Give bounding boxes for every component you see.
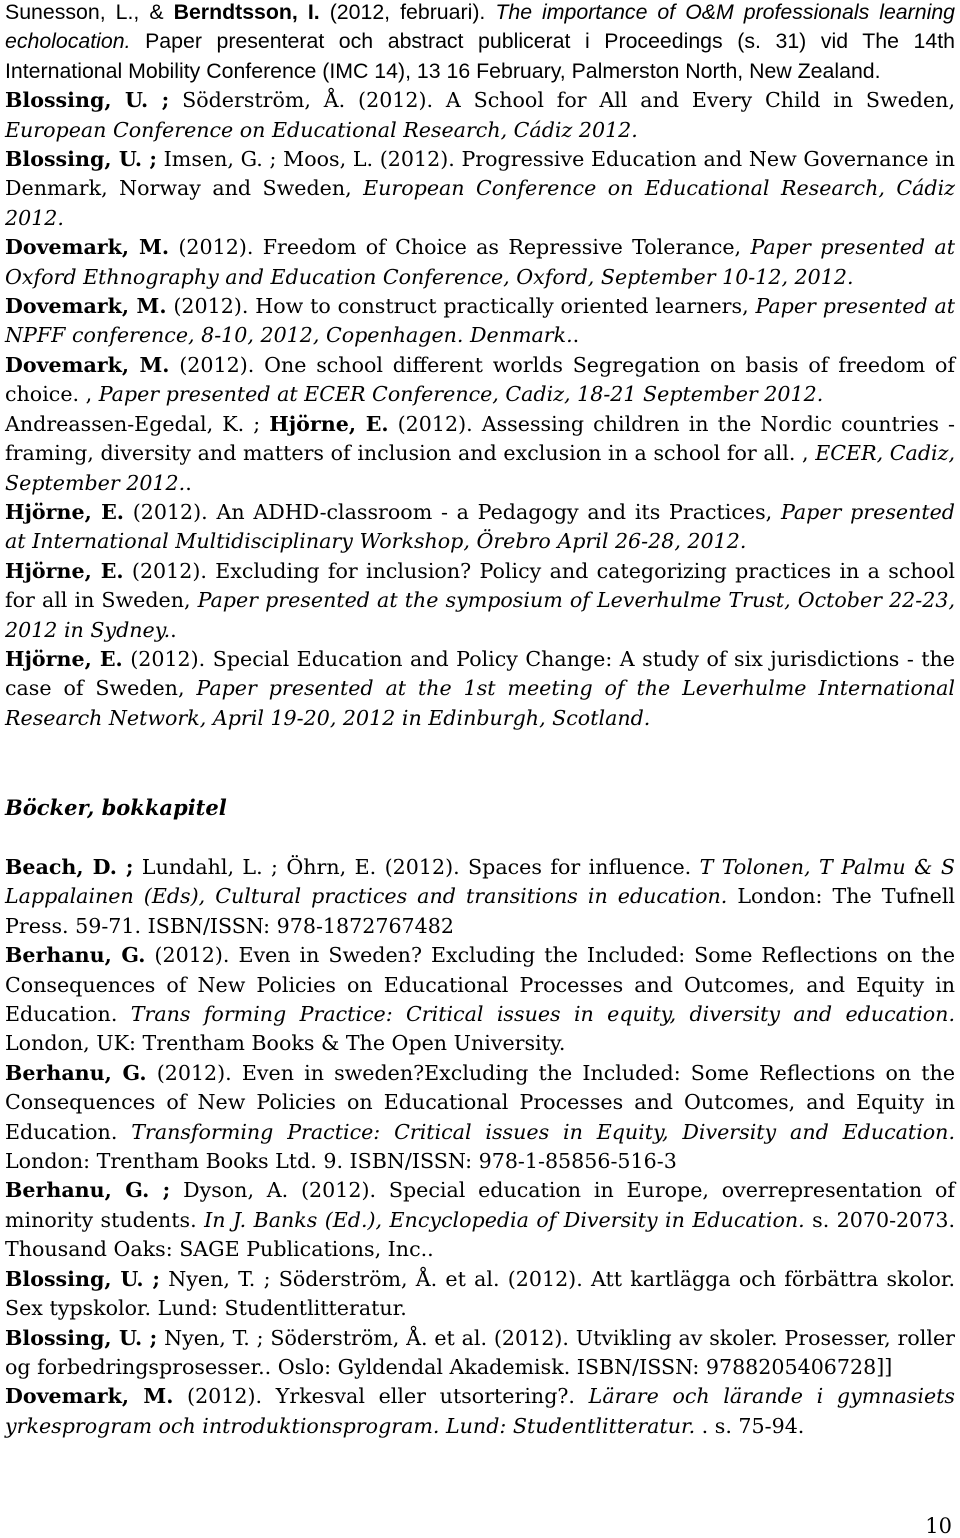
reference-entry [5, 351, 955, 410]
reference-details: (2012). Even in Sweden? Excluding the Included: Some Reflections on the Consequences of New Policies on Educational Processes and Outcomes, and Equity in Education. [5, 943, 956, 1027]
reference-authors-highlighted: Hjörne, E. [5, 646, 123, 671]
reference-authors-highlighted: Blossing, U. ; [5, 88, 170, 113]
reference-entry [5, 941, 955, 1059]
reference-entry [5, 853, 955, 941]
reference-entry [5, 1176, 955, 1264]
reference-authors-highlighted: Hjörne, E. [5, 499, 124, 524]
reference-authors-highlighted: Dovemark, M. [5, 352, 170, 377]
reference-authors-highlighted: Berhanu, G. ; [5, 1178, 171, 1203]
section-heading: Böcker, bokkapitel [5, 795, 227, 820]
reference-entry [5, 410, 955, 498]
reference-publication: London, UK: Trentham Books & The Open University. [5, 1031, 566, 1056]
reference-details: (2012). Special Education and Policy Change: A study of six jurisdictions - the case of Sweden, [5, 646, 955, 701]
reference-authors-highlighted: Dovemark, M. [5, 1384, 174, 1409]
reference-details: (2012). A School for All and Every Child in Sweden, [345, 88, 955, 113]
reference-title: European Conference on Educational Research, Cádiz 2012. [5, 176, 956, 230]
reference-details: (2012, februari). [319, 0, 496, 24]
reference-details: (2012). How to construct practically oriented learners, [166, 294, 756, 319]
reference-authors: Nyen, T. ; Söderström, Å. et al. [157, 1325, 488, 1350]
reference-details: (2012). Freedom of Choice as Repressive Tolerance, [169, 235, 751, 260]
reference-details: (2012). Progressive Education and New Governance in Denmark, Norway and Sweden, [5, 147, 955, 201]
reference-authors-highlighted: Dovemark, M. [5, 235, 170, 260]
reference-authors: Lundahl, L. ; Öhrn, E. [133, 855, 377, 879]
reference-title: Paper presented at NPFF conference, 8-10, 2012, Copenhagen. Denmark. [5, 294, 956, 348]
reference-entry [5, 1265, 955, 1324]
reference-authors-highlighted: Blossing, U. ; [5, 1266, 161, 1291]
reference-authors: Sunesson, L., & [5, 0, 174, 24]
reference-details: (2012). Yrkesval eller utsortering?. [173, 1384, 589, 1409]
reference-details: (2012). Assessing children in the Nordic countries - framing, diversity and matters of inclusion and exclusion in a school for all. , [5, 411, 956, 466]
reference-details: (2012). Special education in Europe, overrepresentation of minority students. [5, 1178, 955, 1232]
reference-publication: . [572, 323, 580, 348]
reference-authors-highlighted: Dovemark, M. [5, 294, 167, 319]
reference-authors-highlighted: Beach, D. ; [5, 855, 134, 879]
reference-publication: London: The Tufnell Press. 59-71. ISBN/ISSN: 978-1872767482 [5, 884, 955, 938]
reference-title: The importance of O&M professionals learning echolocation. [5, 0, 956, 54]
reference-entry [5, 292, 955, 351]
reference-authors: Dyson, A. [170, 1178, 289, 1203]
reference-authors-highlighted: Berhanu, G. [5, 943, 146, 968]
reference-details: (2012). Utvikling av skoler. Prosesser, roller og forbedringsprosesser.. Oslo: Gyldendal Akademisk. ISBN/ISSN: 9788205406728]] [5, 1325, 956, 1379]
reference-publication: . [185, 470, 192, 495]
reference-title: European Conference on Educational Research, Cádiz 2012. [5, 117, 638, 142]
reference-authors-highlighted: Blossing, U. ; [5, 1325, 158, 1350]
reference-publication: . s. 75-94. [695, 1413, 805, 1438]
reference-publication: Paper presenterat och abstract publicerat i Proceedings (s. 31) vid The 14th International Mobility Conference (IMC 14), 13 16 February, Palmerston North, New Zealand. [5, 29, 955, 83]
reference-entry [5, 498, 955, 557]
reference-authors-highlighted: Hjörne, E. [269, 411, 389, 436]
reference-title: Paper presented at the 1st meeting of the Leverhulme International Research Network, April 19-20, 2012 in Edinburgh, Scotland. [5, 676, 955, 730]
reference-details: (2012). One school different worlds Segregation on basis of freedom of choice. , [5, 352, 955, 407]
reference-list-conference [5, 0, 955, 733]
reference-authors-highlighted: Berhanu, G. [5, 1060, 147, 1085]
reference-title: Lärare och lärande i gymnasiets yrkesprogram och introduktionsprogram. Lund: Studentlitteratur. [5, 1384, 955, 1438]
reference-title: Trans forming Practice: Critical issues in equity, diversity and education. [130, 1002, 955, 1027]
reference-entry [5, 557, 955, 645]
reference-publication: s. 2070-2073. Thousand Oaks: SAGE Publications, Inc.. [5, 1207, 955, 1262]
reference-entry [5, 1059, 955, 1177]
reference-details: (2012). Att kartlägga och förbättra skolor. Sex typskolor. Lund: Studentlitteratur. [5, 1266, 956, 1321]
reference-details: (2012). An ADHD-classroom - a Pedagogy and its Practices, [123, 499, 781, 524]
reference-entry [5, 86, 955, 145]
reference-list-books [5, 853, 955, 1441]
reference-title: ECER, Cadiz, September 2012. [5, 441, 955, 495]
reference-title: Paper presented at International Multidisciplinary Workshop, Örebro April 26-28, 2012. [5, 499, 955, 554]
reference-authors: Nyen, T. ; Söderström, Å. et al. [160, 1266, 500, 1291]
reference-title: Paper presented at Oxford Ethnography and Education Conference, Oxford, September 10-12, 2012. [5, 235, 955, 289]
reference-details: (2012). Even in sweden?Excluding the Included: Some Reflections on the Consequences of New Policies on Educational Processes and Outcomes, and Equity in Education. [5, 1060, 956, 1144]
reference-title: Paper presented at ECER Conference, Cadiz, 18-21 September 2012. [98, 382, 824, 407]
reference-title: Paper presented at the symposium of Leverhulme Trust, October 22-23, 2012 in Sydney. [5, 588, 955, 642]
page-number: 10 [925, 1514, 952, 1538]
reference-entry [5, 1324, 955, 1383]
reference-details: (2012). Excluding for inclusion? Policy and categorizing practices in a school for all in Sweden, [5, 558, 955, 613]
reference-authors: Söderström, Å. [169, 88, 346, 113]
reference-entry [5, 645, 955, 733]
reference-title: Transforming Practice: Critical issues in Equity, Diversity and Education. [131, 1119, 955, 1144]
reference-title: In J. Banks (Ed.), Encyclopedia of Diversity in Education. [204, 1207, 805, 1232]
reference-entry [5, 1382, 955, 1441]
reference-details: (2012). Spaces for influence. [376, 855, 700, 879]
reference-authors-highlighted: Blossing, U. ; [5, 147, 157, 172]
reference-entry [5, 0, 955, 86]
reference-authors-highlighted: Berndtsson, I. [173, 0, 320, 24]
reference-publication: . [170, 617, 177, 642]
reference-authors-highlighted: Hjörne, E. [5, 558, 124, 583]
reference-authors: Andreassen-Egedal, K. ; [5, 411, 270, 436]
reference-publication: London: Trentham Books Ltd. 9. ISBN/ISSN: 978-1-85856-516-3 [5, 1149, 677, 1174]
reference-entry [5, 233, 955, 292]
reference-title: T Tolonen, T Palmu & S Lappalainen (Eds), Cultural practices and transitions in education. [5, 855, 955, 909]
reference-authors: Imsen, G. ; Moos, L. [156, 147, 374, 172]
reference-entry [5, 145, 955, 233]
